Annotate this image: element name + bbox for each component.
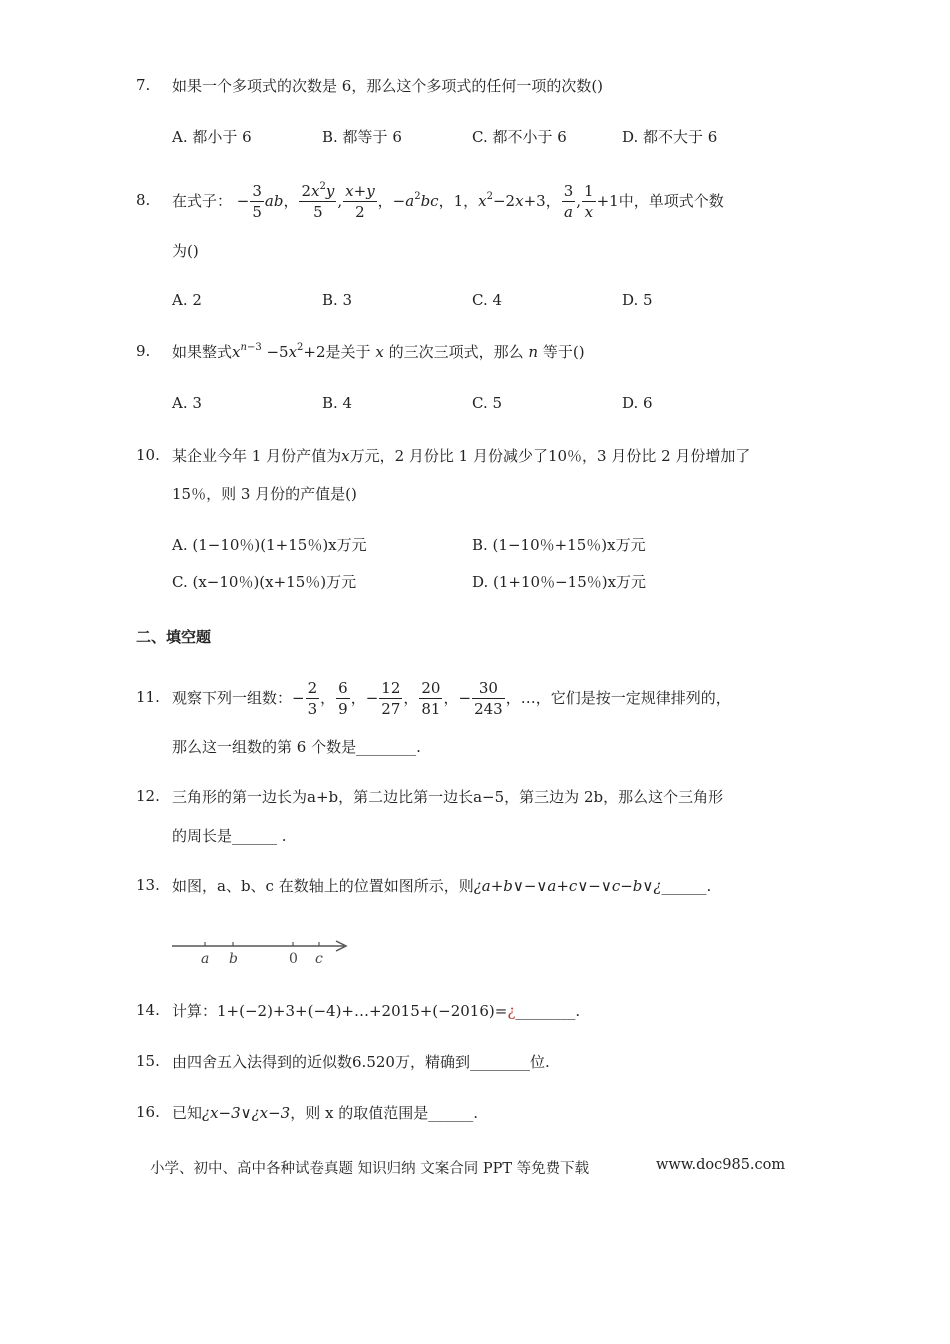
document-page: 7. 如果一个多项式的次数是 6，那么这个多项式的任何一项的次数() A. 都小于 6 B. 都等于 6 C. 都不小于 6 D. 都不大于 6 8. 在式子： − $\frac{3}{5}$ ab， $\frac{2x^2y}{5}$ , $\frac{x+y}{2}$ ，$-a^2bc$，1，$x^2-2x+3$， $\frac{3}{a}$ , $\frac{1}{x}$ +1中，单项式个数 为() A. 2 B. 3 C. 4 D. 5 9. 如果整式$x^{n-3} -5x^2+2$是关于 x 的三次三项式，那么 n 等于() A. 3 B. 4 C. 5 D. 6 10. 某企业今年 1 月份产值为x万元，2 月份比 1 月份减少了10％，3 月份比 2 月份增加了 15％，则 3 月份的产值是() A. (1−10％)(1+15％)x万元 B. (1−10％+15％)x万元 C. (x−10％)(x+15％)万元 D. (1+10％−15％)x万元 二、填空题 11. 观察下列一组数：− $\frac{2}{3}$ ， $\frac{6}{9}$ ，− $\frac{12}{27}$ ， $\frac{20}{81}$ ，− $\frac{30}{243}$ ，…，它们是按一定规律排列的， 那么这一组数的第 6 个数是________. 12. 三角形的第一边长为a+b，第二边比第一边长a−5，第三边为 2b，那么这个三角形 的周长是______ . 13. 如图，a、b、c 在数轴上的位置如图所示，则¿a+b∨−∨a+c∨−∨c−b∨¿______. a b 0 c 14. 计算：1+(−2)+3+(−4)+…+2015+(−2016)=¿________. 15. 由四舍五入法得到的近似数6.520万，精确到________位. 16. 已知¿x−3∨¿x−3，则 x 的取值范围是______. 小学、初中、高中各种试卷真题 知识归纳 文案合同 PPT 等免费下载 www.doc985.com	[0, 0, 950, 1344]
option-c[interactable]: C. (x−10％)(x+15％)万元	[172, 573, 357, 591]
question-text: 已知¿x−3∨¿x−3，则 x 的取值范围是______.	[172, 1104, 478, 1122]
question-number: 16.	[136, 1103, 160, 1121]
question-number: 12.	[136, 787, 160, 805]
option-c[interactable]: C. 都不小于 6	[472, 128, 567, 146]
question-number: 7.	[136, 76, 151, 94]
question-number: 11.	[136, 688, 160, 706]
section-heading: 二、填空题	[136, 628, 212, 646]
number-sequence: − $\frac{2}{3}$ ， $\frac{6}{9}$ ，− $\frac{12}{27}$ ， $\frac{20}{81}$ ，− $\frac{30}{243}$	[292, 679, 503, 718]
option-a[interactable]: A. (1−10％)(1+15％)x万元	[172, 536, 367, 554]
option-b[interactable]: B. 3	[322, 291, 353, 309]
option-c[interactable]: C. 5	[472, 394, 503, 412]
option-b[interactable]: B. (1−10％+15％)x万元	[472, 536, 646, 554]
axis-label-c: c	[315, 951, 323, 967]
option-d[interactable]: D. 5	[622, 291, 653, 309]
option-c[interactable]: C. 4	[472, 291, 503, 309]
axis-label-0: 0	[289, 951, 298, 967]
question-number: 14.	[136, 1001, 160, 1019]
question-number: 10.	[136, 446, 160, 464]
axis-label-a: a	[201, 951, 210, 967]
option-a[interactable]: A. 3	[172, 394, 202, 412]
question-text: 观察下列一组数：− $\frac{2}{3}$ ， $\frac{6}{9}$ ，− $\frac{12}{27}$ ， $\frac{20}{81}$ ，− $\frac{30}{243}$ ，…，它们是按一定规律排列的，	[172, 679, 731, 718]
option-a[interactable]: A. 都小于 6	[172, 128, 252, 146]
question-number: 8.	[136, 191, 151, 209]
question-number: 15.	[136, 1052, 160, 1070]
option-b[interactable]: B. 都等于 6	[322, 128, 402, 146]
axis-label-b: b	[229, 951, 238, 967]
option-d[interactable]: D. 6	[622, 394, 653, 412]
option-a[interactable]: A. 2	[172, 291, 202, 309]
option-d[interactable]: D. 都不大于 6	[622, 128, 718, 146]
expression: − $\frac{3}{5}$ ab， $\frac{2x^2y}{5}$ , $\frac{x+y}{2}$ ，$-a^2bc$，1，$x^2-2x+3$， $\frac{3}{a}$ , $\frac{1}{x}$ +1	[236, 181, 619, 221]
question-number: 13.	[136, 876, 160, 894]
question-text: 三角形的第一边长为a+b，第二边比第一边长a−5，第三边为 2b，那么这个三角形	[172, 788, 724, 806]
expression: $x^{n-3} -5x^2+2$	[232, 342, 326, 361]
question-text: 某企业今年 1 月份产值为x万元，2 月份比 1 月份减少了10％，3 月份比 2 月份增加了	[172, 447, 751, 465]
footer-url[interactable]: www.doc985.com	[656, 1157, 786, 1173]
option-d[interactable]: D. (1+10％−15％)x万元	[472, 573, 647, 591]
option-b[interactable]: B. 4	[322, 394, 353, 412]
question-text: 在式子： − $\frac{3}{5}$ ab， $\frac{2x^2y}{5}$ , $\frac{x+y}{2}$ ，$-a^2bc$，1，$x^2-2x+3$， $\frac{3}{a}$ , $\frac{1}{x}$ +1中，单项式个数	[172, 181, 724, 221]
question-text: 如果一个多项式的次数是 6，那么这个多项式的任何一项的次数()	[172, 77, 604, 95]
question-text: 计算：1+(−2)+3+(−4)+…+2015+(−2016)=¿________.	[172, 1002, 581, 1020]
question-text: 如图，a、b、c 在数轴上的位置如图所示，则¿a+b∨−∨a+c∨−∨c−b∨¿______.	[172, 877, 712, 895]
page-footer	[150, 1157, 786, 1178]
question-text: 如果整式$x^{n-3} -5x^2+2$是关于 x 的三次三项式，那么 n 等于()	[172, 342, 585, 361]
question-text: 由四舍五入法得到的近似数6.520万，精确到________位.	[172, 1053, 550, 1071]
number-line-figure	[170, 936, 355, 968]
footer-text: 小学、初中、高中各种试卷真题 知识归纳 文案合同 PPT 等免费下载	[150, 1161, 590, 1177]
question-number: 9.	[136, 342, 151, 360]
